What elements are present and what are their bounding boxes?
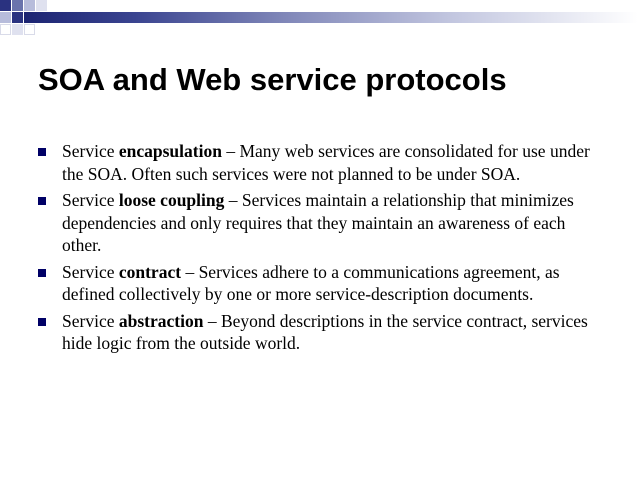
list-item (36, 140, 606, 185)
decor-square (12, 12, 23, 23)
decor-square (12, 24, 23, 35)
list-item (36, 310, 606, 355)
decor-square (0, 12, 11, 23)
header-decoration (0, 0, 638, 40)
bullet-prefix: Service (62, 261, 119, 282)
bullet-text: – Many web services are consolidated for use under the SOA. Often such services were not planned to be under SOA. (62, 141, 590, 184)
bullet-prefix: Service (62, 310, 119, 331)
bullet-list (36, 140, 606, 359)
decor-square (0, 24, 11, 35)
bullet-term: loose coupling (118, 190, 225, 210)
bullet-term: abstraction (118, 310, 204, 331)
slide-title: SOA and Web service protocols (38, 62, 507, 97)
square-bullet-icon (38, 148, 46, 156)
decor-square (24, 24, 35, 35)
bullet-prefix: Service (62, 190, 119, 210)
bullet-term: encapsulation (118, 141, 222, 161)
decor-square (0, 0, 11, 11)
gradient-bar (24, 12, 638, 23)
bullet-term: contract (118, 261, 182, 282)
list-item (36, 189, 606, 257)
square-bullet-icon (38, 318, 46, 326)
decor-square (12, 0, 23, 11)
list-item (36, 261, 606, 306)
decor-square (24, 0, 35, 11)
bullet-text: – Services adhere to a communications agreement, as defined collectively by one or more service-description documents. (62, 261, 560, 304)
bullet-prefix: Service (62, 141, 119, 161)
bullet-text: – Beyond descriptions in the service contract, services hide logic from the outside world. (62, 310, 588, 353)
square-bullet-icon (38, 197, 46, 205)
square-bullet-icon (38, 269, 46, 277)
bullet-text: – Services maintain a relationship that minimizes dependencies and only requires that they maintain an awareness of each other. (62, 190, 574, 255)
decor-square (36, 0, 47, 11)
